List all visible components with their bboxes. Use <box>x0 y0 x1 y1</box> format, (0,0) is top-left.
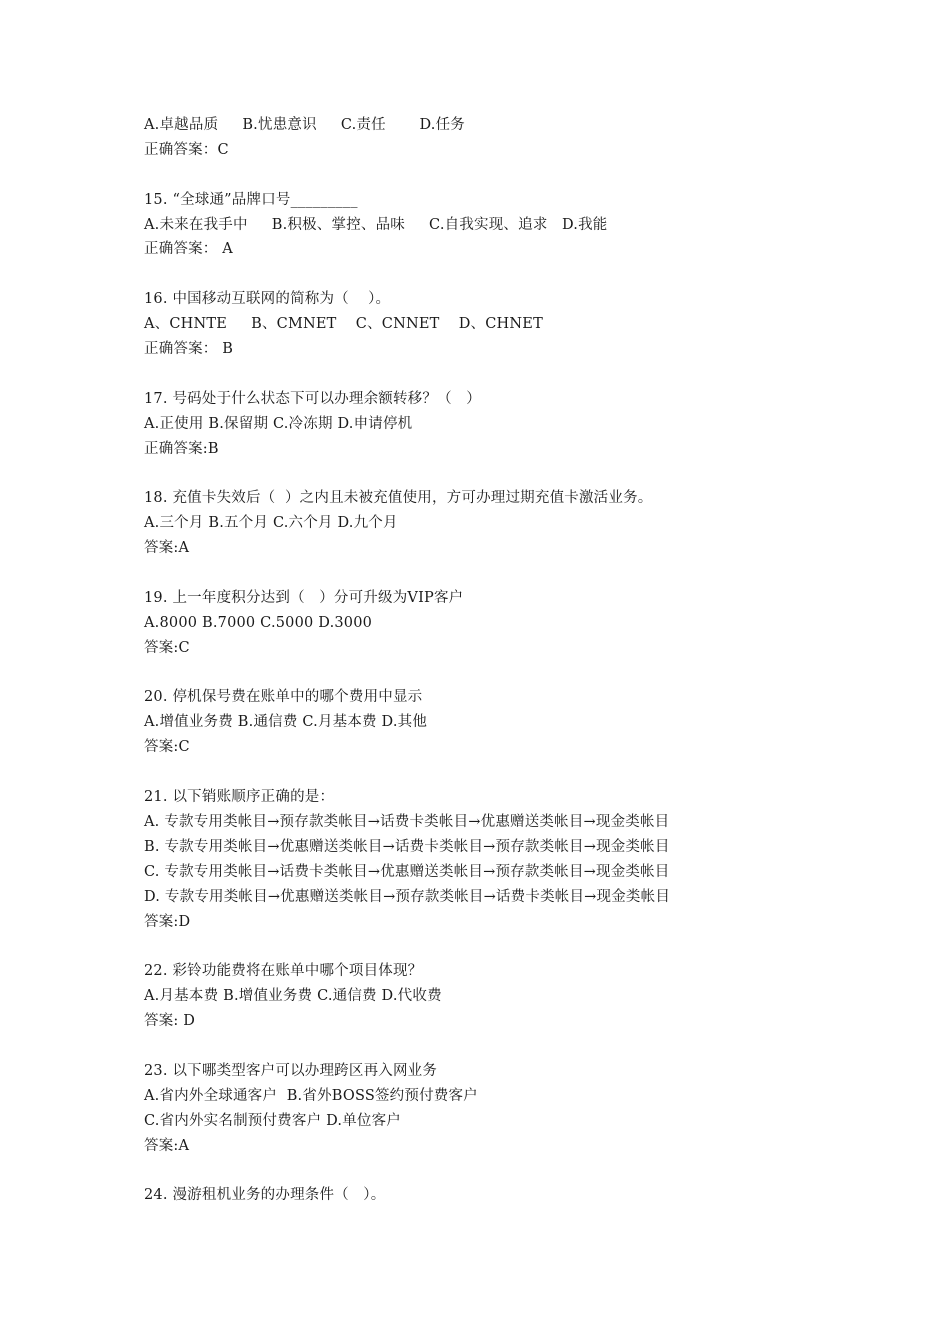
q21-option-d: D. 专款专用类帐目→优惠赠送类帐目→预存款类帐目→话费卡类帐目→现金类帐目 <box>144 888 671 905</box>
q19-question: 19. 上一年度积分达到（ ）分可升级为VIP客户 <box>144 589 464 606</box>
q15-answer: 正确答案： A <box>144 241 233 258</box>
q17-question: 17. 号码处于什么状态下可以办理余额转移？（ ） <box>144 390 481 407</box>
q21-option-a: A. 专款专用类帐目→预存款类帐目→话费卡类帐目→优惠赠送类帐目→现金类帐目 <box>144 813 670 830</box>
q21-option-c: C. 专款专用类帐目→话费卡类帐目→优惠赠送类帐目→预存款类帐目→现金类帐目 <box>144 863 670 880</box>
q21-question: 21. 以下销账顺序正确的是： <box>144 789 335 806</box>
q24-question: 24. 漫游租机业务的办理条件（ ）。 <box>144 1187 386 1204</box>
q19-answer: 答案:C <box>144 639 190 656</box>
q18-options: A.三个月 B.五个月 C.六个月 D.九个月 <box>144 515 398 532</box>
q20-options: A.增值业务费 B.通信费 C.月基本费 D.其他 <box>144 714 428 731</box>
q20-question: 20. 停机保号费在账单中的哪个费用中显示 <box>144 689 423 706</box>
q23-options-line1: A.省内外全球通客户 B.省外BOSS签约预付费客户 <box>144 1087 478 1104</box>
q23-question: 23. 以下哪类型客户可以办理跨区再入网业务 <box>144 1062 438 1079</box>
q15-question: 15. “全球通”品牌口号_________ <box>144 191 358 208</box>
document-page <box>144 113 864 1208</box>
q18-question: 18. 充值卡失效后（ ）之内且未被充值使用，方可办理过期充值卡激活业务。 <box>144 490 653 507</box>
q23-answer: 答案:A <box>144 1137 190 1154</box>
q22-options: A.月基本费 B.增值业务费 C.通信费 D.代收费 <box>144 988 442 1005</box>
q16-answer: 正确答案： B <box>144 341 234 358</box>
q16-question: 16. 中国移动互联网的简称为（ ）。 <box>144 291 391 308</box>
q20-answer: 答案:C <box>144 739 190 756</box>
q18-answer: 答案:A <box>144 540 190 557</box>
q22-question: 22. 彩铃功能费将在账单中哪个项目体现？ <box>144 963 423 980</box>
q21-option-b: B. 专款专用类帐目→优惠赠送类帐目→话费卡类帐目→预存款类帐目→现金类帐目 <box>144 838 670 855</box>
q17-answer: 正确答案:B <box>144 440 219 457</box>
q15-options: A.未来在我手中 B.积极、掌控、品味 C.自我实现、追求 D.我能 <box>144 216 608 233</box>
q14-answer: 正确答案：C <box>144 141 229 158</box>
q17-options: A.正使用 B.保留期 C.冷冻期 D.申请停机 <box>144 415 413 432</box>
q19-options: A.8000 B.7000 C.5000 D.3000 <box>144 614 373 631</box>
q22-answer: 答案: D <box>144 1013 196 1030</box>
q14-options: A.卓越品质 B.忧患意识 C.责任 D.任务 <box>144 117 466 133</box>
q16-options: A、CHNTE B、CMNET C、CNNET D、CHNET <box>144 316 543 333</box>
q21-answer: 答案:D <box>144 913 191 930</box>
q23-options-line2: C.省内外实名制预付费客户 D.单位客户 <box>144 1112 402 1129</box>
